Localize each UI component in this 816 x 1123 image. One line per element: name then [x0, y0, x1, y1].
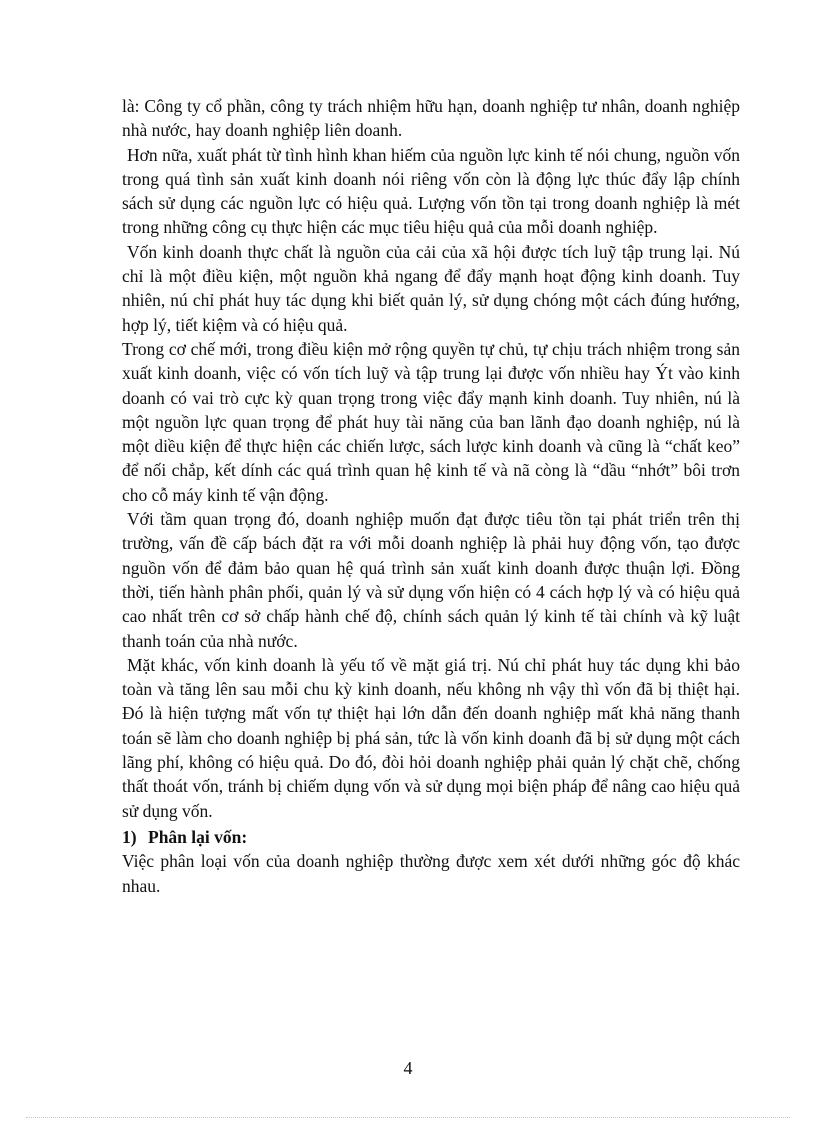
paragraph-after-heading: Việc phân loại vốn của doanh nghiệp thường được xem xét dưới những góc độ khác nhau. [122, 851, 740, 896]
paragraph-5: Với tầm quan trọng đó, doanh nghiệp muốn đạt được tiêu tồn tại phát triển trên thị trường, vấn đề cấp bách đặt ra với mỗi doanh nghiệp là phải huy động vốn, tạo được nguồn vốn để đảm bảo quan hệ quá trình sản xuất kinh doanh được thuận lợi. Đồng thời, tiến hành phân phối, quản lý và sử dụng vốn hiện có 4 cách hợp lý và có hiệu quả cao nhất trên cơ sở chấp hành chế độ, chính sách quản lý kinh tế tài chính và kỹ luật thanh toán của nhà nước. [122, 509, 740, 651]
paragraph-4: Trong cơ chế mới, trong điều kiện mở rộng quyền tự chủ, tự chịu trách nhiệm trong sản xuất kinh doanh, việc có vốn tích luỹ và tập trung lại được vốn nhiều hay Ýt vào kinh doanh có vai trò cực kỳ quan trọng trong việc đẩy mạnh kinh doanh. Tuy nhiên, nú là một nguồn lực quan trọng để phát huy tài năng của ban lãnh đạo doanh nghiệp, nú là một diều kiện để thực hiện các chiến lược, sách lược kinh doanh và cũng là “chất keo” để nối chắp, kết dính các quá trình quan hệ kinh tế và nã còng là “dầu “nhớt” bôi trơn cho cỗ máy kinh tế vận động. [122, 338, 740, 505]
paragraph-2: Hơn nữa, xuất phát từ tình hình khan hiếm của nguồn lực kinh tế nói chung, nguồn vốn trong quá tình sản xuất kinh doanh nói riêng vốn còn là động lực thúc đẩy lập chính sách sử dụng các nguồn lực có hiệu quả. Lượng vốn tồn tại trong doanh nghiệp là mét trong những công cụ thực hiện các mục tiêu hiệu quả của mỗi doanh nghiệp. [122, 144, 740, 238]
section-heading-text: Phân lại vốn: [148, 826, 248, 847]
section-heading-number: 1) [122, 826, 137, 847]
page-number: 4 [403, 1058, 413, 1078]
paragraph-6: Mặt khác, vốn kinh doanh là yếu tố về mặt giá trị. Nú chỉ phát huy tác dụng khi bảo toàn và tăng lên sau mỗi chu kỳ kinh doanh, nếu không nh vậy thì vốn đã bị thiệt hại. Đó là hiện tượng mất vốn tự thiệt hại lớn dẫn đến doanh nghiệp mất khả năng thanh toán sẽ làm cho doanh nghiệp bị phá sản, tức là vốn kinh doanh đã bị sử dụng một cách lãng phí, không có hiệu quả. Do đó, đòi hỏi doanh nghiệp phải quản lý chặt chẽ, chống thất thoát vốn, tránh bị chiếm dụng vốn và sử dụng mọi biện pháp để nâng cao hiệu quả sử dụng vốn. [122, 654, 740, 821]
paragraph-3: Vốn kinh doanh thực chất là nguồn của cải của xã hội được tích luỹ tập trung lại. Nú chỉ là một điều kiện, một nguồn khả ngang để đẩy mạnh hoạt động kinh doanh. Tuy nhiên, nú chỉ phát huy tác dụng khi biết quản lý, sử dụng chóng một cách đúng hướng, hợp lý, tiết kiệm và có hiệu quả. [122, 241, 740, 335]
paragraph-1: là: Công ty cổ phần, công ty trách nhiệm hữu hạn, doanh nghiệp tư nhân, doanh nghiệp nhà nước, hay doanh nghiệp liên doanh. [122, 96, 740, 141]
section-heading [122, 825, 740, 849]
page-body [122, 94, 740, 898]
page-bottom-divider [26, 1117, 790, 1118]
